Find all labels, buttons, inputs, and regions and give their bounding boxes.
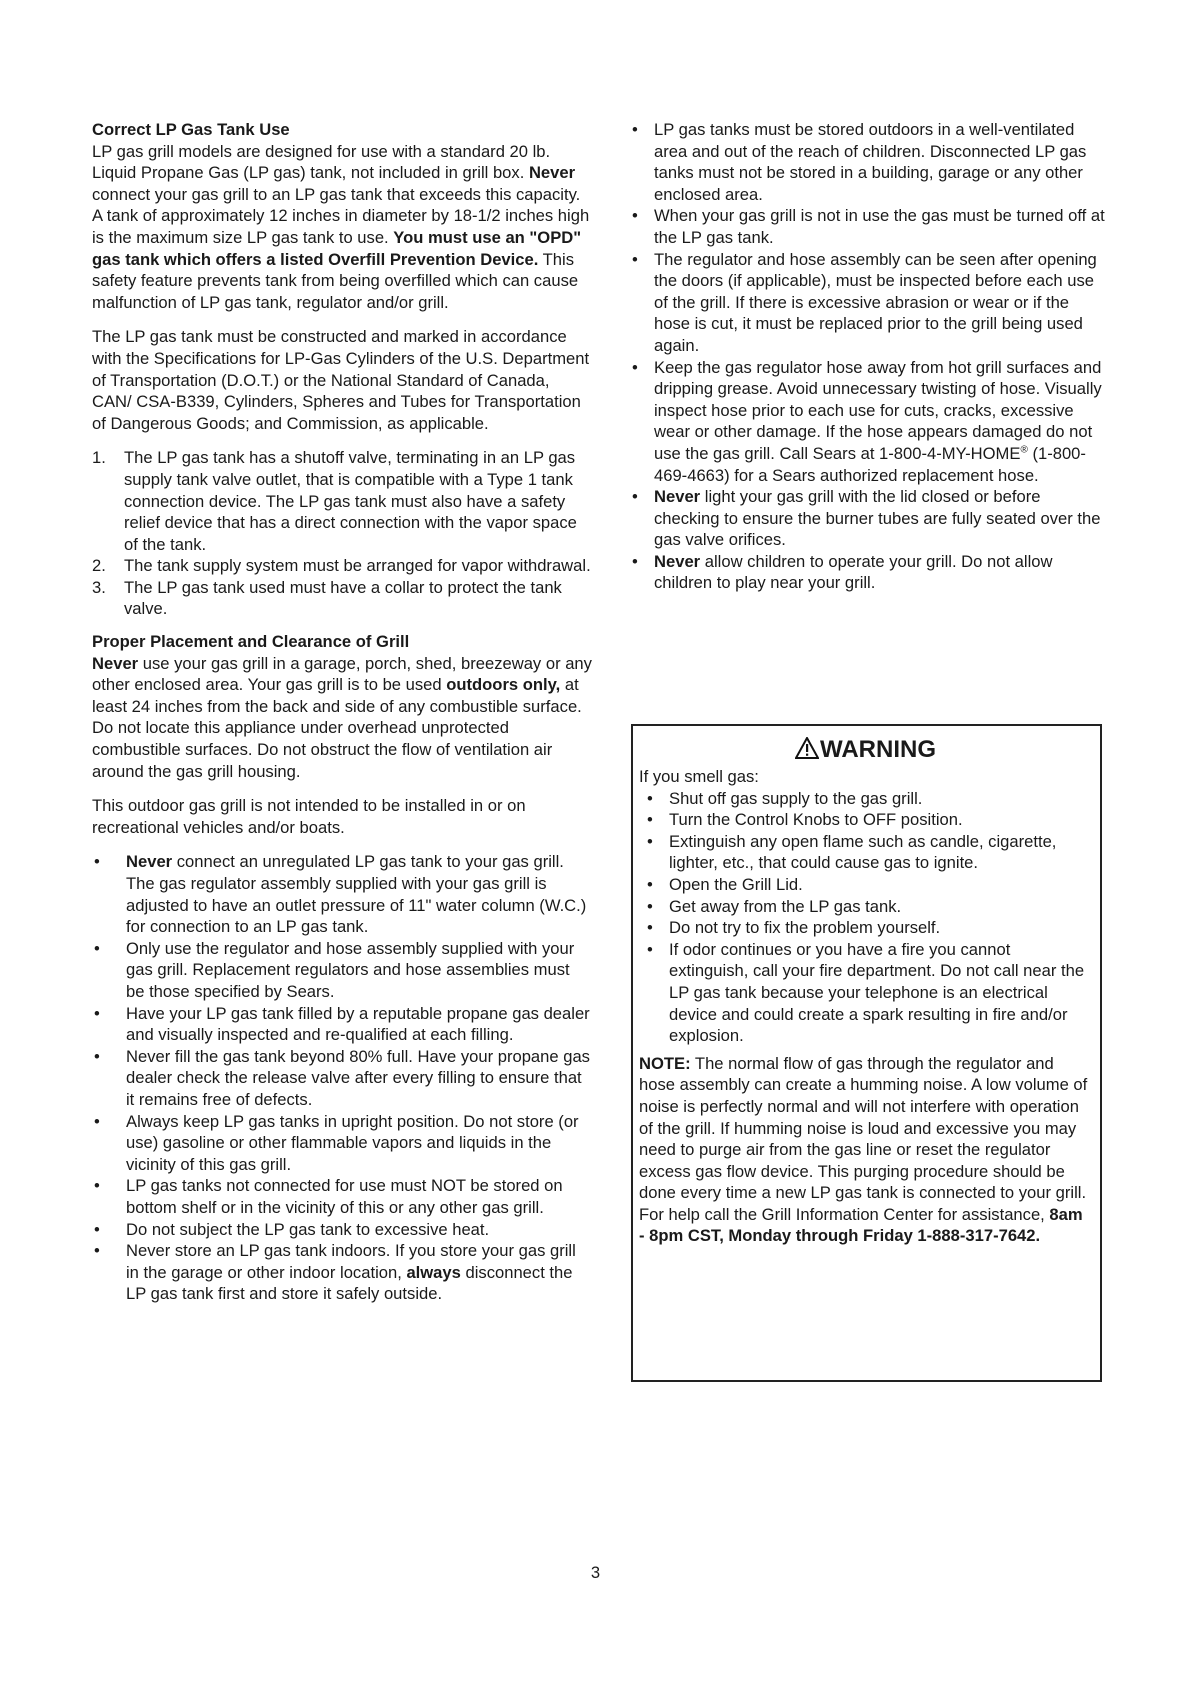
page-number: 3 <box>590 1563 601 1582</box>
list-item: • LP gas tanks not connected for use must NOT be stored on bottom shelf or in the vicinity of this or any other gas grill. <box>94 1176 563 1217</box>
placement-paragraph-1: Never use your gas grill in a garage, porch, shed, breezeway or any other enclosed area. Your gas grill is to be used outdoors only, at least 24 inches from the back and side of any combustible surface. Do not locate this appliance under overhead unprotected combustible surfaces. Do not obstruct the flow of ventilation air around the gas grill housing. <box>92 653 592 781</box>
list-item: • Never light your gas grill with the lid closed or before checking to ensure the burner tubes are fully seated over the gas valve orifices. <box>632 487 1101 550</box>
list-item: • Do not subject the LP gas tank to excessive heat. <box>94 1219 490 1239</box>
correct-use-paragraph-1: LP gas grill models are designed for use with a standard 20 lb. Liquid Propane Gas (LP gas) tank, not included in grill box. Never connect your gas grill to an LP gas tank that exceeds this capacity. A tank of approximately 12 inches in diameter by 18-1/2 inches high is the maximum size LP gas tank to use. You must use an "OPD" gas tank which offers a listed Overfill Prevention Device. This safety feature prevents tank from being overfilled which can cause malfunction of LP gas tank, regulator and/or grill. <box>92 141 590 312</box>
correct-use-paragraph-2: The LP gas tank must be constructed and marked in accordance with the Specifications for LP-Gas Cylinders of the U.S. Department of Transportation (D.O.T.) or the National Standard of Canada, CAN/ CSA-B339, Cylinders, Spheres and Tubes for Transportation of Dangerous Goods; and Commission, as applicable. <box>92 327 590 433</box>
warning-box <box>631 724 1102 1382</box>
safety-bullets-left <box>92 851 592 1304</box>
list-item: • LP gas tanks must be stored outdoors in a well-ventilated area and out of the reach of children. Disconnected LP gas tanks must not be stored in a building, garage or any other enclosed area. <box>632 120 1087 204</box>
list-item: • The regulator and hose assembly can be seen after opening the doors (if applicable), must be inspected before each use of the grill. If there is excessive abrasion or wear or if the hose is cut, it must be replaced prior to the grill being used again. <box>632 249 1097 355</box>
warning-intro: If you smell gas: <box>639 767 759 786</box>
list-item: 2. The tank supply system must be arranged for vapor withdrawal. <box>92 556 591 576</box>
warning-title: WARNING <box>639 736 1092 764</box>
list-item: • Always keep LP gas tanks in upright position. Do not store (or use) gasoline or other flammable vapors and liquids in the vicinity of this gas grill. <box>94 1111 579 1174</box>
list-item: • Only use the regulator and hose assembly supplied with your gas grill. Replacement regulators and hose assemblies must be those specified by Sears. <box>94 938 575 1001</box>
right-column <box>630 119 1106 594</box>
list-item: • Never allow children to operate your grill. Do not allow children to play near your grill. <box>632 551 1053 593</box>
list-item: • If odor continues or you have a fire you cannot extinguish, call your fire department. Do not call near the LP gas tank because your telephone is an electrical device and could create a spark resulting in fire and/or explosion. <box>647 939 1085 1046</box>
warning-triangle-icon <box>795 737 819 759</box>
warning-note: NOTE: The normal flow of gas through the regulator and hose assembly can create a humming noise. A low volume of noise is perfectly normal and will not interfere with operation of the grill. If humming noise is loud and excessive you may need to purge air from the gas line or reset the regulator excess gas flow device. This purging procedure should be done every time a new LP gas tank is connected to your grill. For help call the Grill Information Center for assistance, 8am - 8pm CST, Monday through Friday 1-888-317-7642. <box>639 1053 1088 1246</box>
list-item: • When your gas grill is not in use the gas must be turned off at the LP gas tank. <box>632 206 1105 247</box>
list-item: 3. The LP gas tank used must have a collar to protect the tank valve. <box>92 577 562 619</box>
list-item: • Turn the Control Knobs to OFF position. <box>647 810 963 830</box>
list-item: • Get away from the LP gas tank. <box>647 896 902 916</box>
list-item: • Shut off gas supply to the gas grill. <box>647 788 923 808</box>
placement-paragraph-2: This outdoor gas grill is not intended to be installed in or on recreational vehicles and/or boats. <box>92 796 526 837</box>
list-item: • Never connect an unregulated LP gas tank to your gas grill. The gas regulator assembly supplied with your gas grill is adjusted to have an outlet pressure of 11" water column (W.C.) for connection to an LP gas tank. <box>94 852 587 937</box>
placement-heading: Proper Placement and Clearance of Grill <box>92 632 410 652</box>
list-item: • Never fill the gas tank beyond 80% full. Have your propane gas dealer check the release valve after every filling to ensure that it remains free of defects. <box>94 1046 590 1109</box>
list-item: • Never store an LP gas tank indoors. If you store your gas grill in the garage or other indoor location, always disconnect the LP gas tank first and store it safely outside. <box>94 1241 576 1304</box>
list-item: 1. The LP gas tank has a shutoff valve, terminating in an LP gas supply tank valve outlet, that is compatible with a Type 1 tank connection device. The LP gas tank must also have a safety relief device that has a direct connection with the vapor space of the tank. <box>92 448 577 554</box>
list-item: • Keep the gas regulator hose away from hot grill surfaces and dripping grease. Avoid unnecessary twisting of hose. Visually inspect hose prior to each use for cuts, cracks, excessive wear or other damage. If the hose appears damaged do not use the gas grill. Call Sears at 1-800-4-MY-HOME® (1-800-469-4663) for a Sears authorized replacement hose. <box>632 357 1102 485</box>
safety-bullets-right <box>630 119 1106 594</box>
correct-use-heading: Correct LP Gas Tank Use <box>92 120 290 139</box>
list-item: • Have your LP gas tank filled by a reputable propane gas dealer and visually inspected and re-qualified at each filling. <box>94 1003 590 1045</box>
list-item: • Open the Grill Lid. <box>647 874 803 894</box>
warning-list <box>639 788 1092 1047</box>
tank-requirements-list <box>92 447 592 620</box>
left-column <box>92 119 592 1305</box>
list-item: • Do not try to fix the problem yourself. <box>647 918 941 938</box>
list-item: • Extinguish any open flame such as candle, cigarette, lighter, etc., that could cause gas to ignite. <box>647 831 1057 873</box>
